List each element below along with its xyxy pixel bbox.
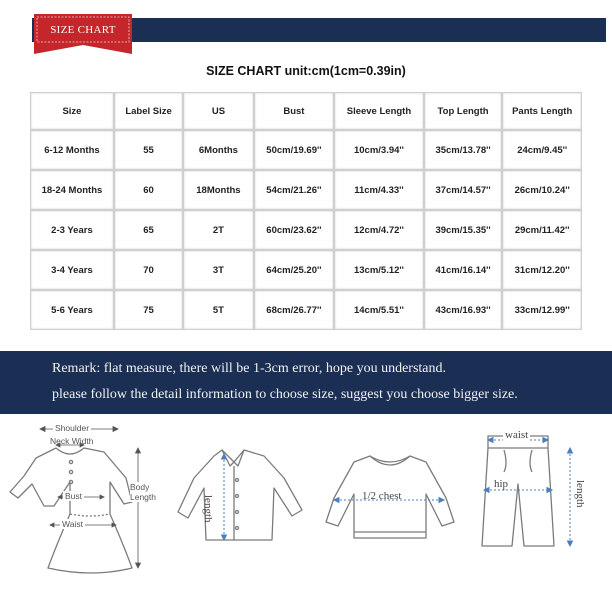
cell-label-size: 70 (114, 250, 183, 290)
cell-sleeve-length: 11cm/4.33'' (334, 170, 424, 210)
cell-sleeve-length: 10cm/3.94'' (334, 130, 424, 170)
cell-top-length: 37cm/14.57'' (424, 170, 503, 210)
cell-sleeve-length: 13cm/5.12'' (334, 250, 424, 290)
bust-label: Bust (65, 491, 83, 501)
cell-label-size: 65 (114, 210, 183, 250)
col-header-label-size: Label Size (114, 92, 183, 130)
neck-width-label: Neck Width (50, 436, 94, 446)
table-row (30, 210, 582, 250)
body-length-label-2: Length (130, 492, 156, 502)
shirt-outline-icon (172, 440, 312, 550)
col-header-pants-length: Pants Length (502, 92, 582, 130)
size-chart-ribbon (34, 14, 132, 54)
cell-pants-length: 33cm/12.99'' (502, 290, 582, 330)
chart-title: SIZE CHART unit:cm(1cm=0.39in) (206, 64, 406, 78)
cell-us: 6Months (183, 130, 253, 170)
half-chest-label: 1/2 chest (362, 490, 402, 502)
cell-label-size: 75 (114, 290, 183, 330)
table-row (30, 290, 582, 330)
cell-label-size: 60 (114, 170, 183, 210)
dress-outline-icon (0, 418, 170, 612)
cell-top-length: 41cm/16.14'' (424, 250, 503, 290)
col-header-top-length: Top Length (424, 92, 503, 130)
cell-top-length: 35cm/13.78'' (424, 130, 503, 170)
shirt-length-label: length (202, 495, 214, 523)
cell-us: 18Months (183, 170, 253, 210)
cell-pants-length: 29cm/11.42'' (502, 210, 582, 250)
table-header-row (30, 92, 582, 130)
shirt-diagram (172, 440, 312, 550)
col-header-size: Size (30, 92, 114, 130)
cell-label-size: 55 (114, 130, 183, 170)
ribbon-label: SIZE CHART (50, 24, 116, 36)
cell-bust: 50cm/19.69'' (254, 130, 335, 170)
remark-line-2: please follow the detail information to choose size, suggest you choose bigger size. (52, 387, 518, 402)
cell-us: 2T (183, 210, 253, 250)
pants-diagram (474, 420, 602, 552)
sweater-diagram (322, 452, 458, 542)
cell-size: 3-4 Years (30, 250, 114, 290)
dress-diagram (0, 418, 170, 612)
cell-bust: 60cm/23.62'' (254, 210, 335, 250)
cell-sleeve-length: 12cm/4.72'' (334, 210, 424, 250)
cell-bust: 68cm/26.77'' (254, 290, 335, 330)
cell-size: 2-3 Years (30, 210, 114, 250)
pants-length-label: length (574, 480, 586, 508)
table-row (30, 170, 582, 210)
pants-waist-label: waist (505, 429, 529, 441)
cell-top-length: 43cm/16.93'' (424, 290, 503, 330)
waist-label: Waist (62, 519, 83, 529)
remark-banner (0, 351, 612, 414)
cell-pants-length: 31cm/12.20'' (502, 250, 582, 290)
cell-sleeve-length: 14cm/5.51'' (334, 290, 424, 330)
cell-size: 6-12 Months (30, 130, 114, 170)
cell-bust: 64cm/25.20'' (254, 250, 335, 290)
cell-bust: 54cm/21.26'' (254, 170, 335, 210)
col-header-bust: Bust (254, 92, 335, 130)
remark-line-1: Remark: flat measure, there will be 1-3cm error, hope you understand. (52, 361, 447, 376)
cell-us: 5T (183, 290, 253, 330)
cell-us: 3T (183, 250, 253, 290)
table-row (30, 250, 582, 290)
table-row (30, 130, 582, 170)
cell-pants-length: 26cm/10.24'' (502, 170, 582, 210)
body-length-label-1: Body (130, 482, 150, 492)
cell-pants-length: 24cm/9.45'' (502, 130, 582, 170)
shoulder-label: Shoulder (55, 423, 90, 433)
cell-size: 5-6 Years (30, 290, 114, 330)
col-header-sleeve-length: Sleeve Length (334, 92, 424, 130)
pants-hip-label: hip (494, 478, 509, 490)
col-header-us: US (183, 92, 253, 130)
cell-size: 18-24 Months (30, 170, 114, 210)
size-table (30, 92, 582, 330)
cell-top-length: 39cm/15.35'' (424, 210, 503, 250)
